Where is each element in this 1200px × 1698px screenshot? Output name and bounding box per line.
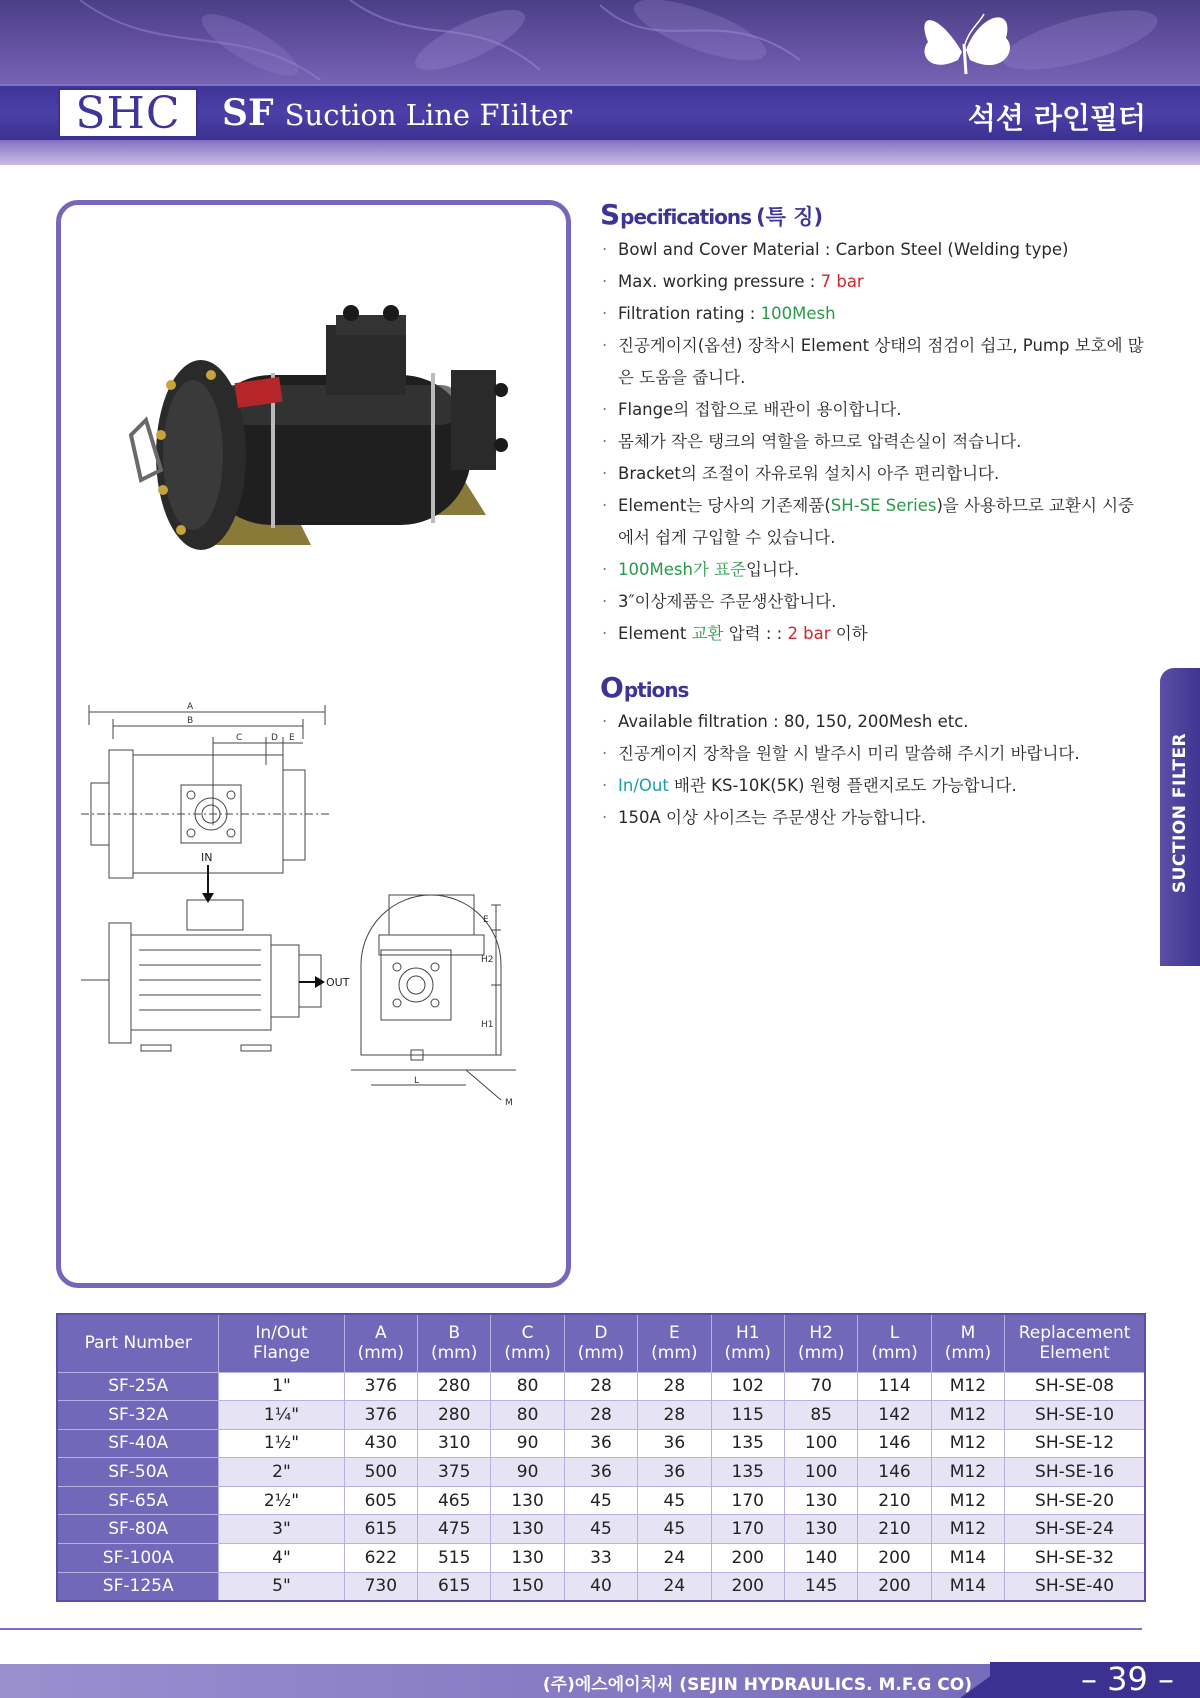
spec-item-text: 7 bar [820,272,864,291]
table-cell: 28 [564,1372,637,1401]
column-header-text: (mm) [577,1343,625,1364]
column-header-text: (mm) [357,1343,404,1364]
butterfly-icon [910,4,1020,94]
table-row [57,1429,1145,1458]
table-cell: 80 [491,1401,564,1430]
side-tab-text-wrap [1164,708,1196,918]
table-cell: M14 [931,1572,1004,1601]
table-cell: 130 [784,1515,857,1544]
table-row [57,1544,1145,1573]
table-cell: 5" [219,1572,344,1601]
spec-item-text: 교환 [691,624,724,643]
table-cell: 376 [344,1372,417,1401]
side-tab-label: SUCTION FILTER [1170,732,1190,894]
table-cell: SH-SE-40 [1005,1572,1145,1601]
table-cell: SH-SE-32 [1005,1544,1145,1573]
table-cell: 100 [784,1458,857,1487]
spec-item [602,266,1162,298]
table-cell: 33 [564,1544,637,1573]
table-cell: 376 [344,1401,417,1430]
inlet-label: IN [201,851,213,864]
table-cell: 100 [784,1429,857,1458]
table-cell: 1¼" [219,1401,344,1430]
table-cell: 200 [858,1572,931,1601]
table-cell: 115 [711,1401,784,1430]
spec-item [602,586,1162,618]
options-title [600,671,688,704]
table-cell: 28 [638,1372,711,1401]
table-cell: 36 [564,1429,637,1458]
spec-item-text: 2 bar [787,624,831,643]
column-header-text: Replacement [1018,1323,1131,1344]
product-name: Suction Line FIilter [284,98,573,132]
table-cell: 310 [417,1429,490,1458]
column-header-text: Flange [253,1343,310,1364]
table-cell: M12 [931,1372,1004,1401]
spec-item-text: Bowl and Cover Material : Carbon Steel (Welding type) [618,240,1069,259]
column-header [57,1314,219,1372]
dim-label-e-end: E [483,915,489,925]
column-header-text: (mm) [944,1343,992,1364]
column-header-text: In/Out [255,1323,308,1344]
table-cell: 515 [417,1544,490,1573]
page-title-korean: 석션 라인필터 [967,101,1146,135]
table-cell: 36 [638,1429,711,1458]
column-header-text: C [521,1323,534,1344]
specifications-title [600,198,823,231]
column-header-text: Part Number [84,1333,192,1354]
column-header [219,1314,344,1372]
spec-title-korean: (특 징) [756,205,824,229]
column-header-text: (mm) [430,1343,478,1364]
table-cell: 465 [417,1486,490,1515]
table-cell: 2½" [219,1486,344,1515]
dim-label-a: A [187,702,194,712]
option-item-text: 배관 KS-10K(5K) 원형 플랜지로도 가능합니다. [668,776,1017,795]
part-number-cell: SF-65A [57,1486,219,1515]
table-cell: 36 [564,1458,637,1487]
filter-photo [131,305,508,550]
table-cell: 135 [711,1429,784,1458]
dim-label-e: E [289,733,295,743]
table-cell: M12 [931,1486,1004,1515]
table-cell: 146 [858,1429,931,1458]
table-cell: 130 [491,1515,564,1544]
table-cell: 605 [344,1486,417,1515]
table-cell: 170 [711,1515,784,1544]
page-header [0,0,1200,165]
column-header [1005,1314,1145,1372]
spec-title-rest: pecifications [620,205,751,229]
flow-arrows [201,851,350,989]
column-header-text: (mm) [651,1343,698,1364]
table-row [57,1572,1145,1601]
product-panel [56,200,571,1288]
table-cell: M12 [931,1458,1004,1487]
part-number-cell: SF-100A [57,1544,219,1573]
table-cell: 150 [491,1572,564,1601]
spec-item-text: )을 사용하므로 교환시 시중 [936,496,1135,515]
spec-item-text: 3″이상제품은 주문생산합니다. [618,592,837,611]
spec-item-text: 몸체가 작은 탱크의 역할을 하므로 압력손실이 적습니다. [618,432,1022,451]
column-header-text: A [374,1323,387,1344]
spec-item [602,554,1162,586]
table-cell: 45 [638,1515,711,1544]
table-cell: 130 [491,1544,564,1573]
spec-item-text: Element는 당사의 기존제품( [618,496,831,515]
spec-item-text: 은 도움을 줍니다. [618,368,746,387]
specifications-list [602,234,1162,650]
part-number-cell: SF-80A [57,1515,219,1544]
table-cell: 210 [858,1515,931,1544]
table-cell: SH-SE-24 [1005,1515,1145,1544]
spec-item [602,362,1162,394]
column-header-text: D [594,1323,608,1344]
table-body [57,1372,1145,1601]
column-header [784,1314,857,1372]
column-header [931,1314,1004,1372]
dim-label-m: M [505,1098,513,1108]
series-code: SF [222,92,274,134]
dim-label-h1: H1 [481,1020,494,1030]
dimension-labels-top [187,702,295,743]
options-title-initial: O [600,671,624,704]
table-cell: SH-SE-08 [1005,1372,1145,1401]
table-cell: 280 [417,1372,490,1401]
spec-item-text: 100Mesh [760,304,836,323]
table-cell: 90 [491,1458,564,1487]
table-header-row [57,1314,1145,1372]
table-cell: 1" [219,1372,344,1401]
spec-item [602,426,1162,458]
column-header-text: H2 [809,1323,833,1344]
page-title [222,92,572,134]
part-number-cell: SF-32A [57,1401,219,1430]
company-name: (주)에스에이치씨 (SEJIN HYDRAULICS. M.F.G CO) [542,1675,972,1695]
table-cell: 622 [344,1544,417,1573]
table-cell: SH-SE-16 [1005,1458,1145,1487]
table-cell: 80 [491,1372,564,1401]
outlet-label: OUT [326,976,350,989]
option-item-text: 150A 이상 사이즈는 주문생산 가능합니다. [618,808,927,827]
column-header-text: (mm) [871,1343,918,1364]
column-header-text: (mm) [504,1343,551,1364]
page-footer [0,1660,1200,1698]
table-cell: 430 [344,1429,417,1458]
part-number-cell: SF-125A [57,1572,219,1601]
table-cell: 475 [417,1515,490,1544]
spec-item-text: 진공게이지(옵션) 장착시 Element 상태의 점검이 쉽고, Pump 보호에 많 [618,336,1144,355]
table-row [57,1515,1145,1544]
spec-item [602,458,1162,490]
table-cell: 615 [344,1515,417,1544]
table-cell: 2" [219,1458,344,1487]
options-title-rest: ptions [623,678,689,702]
option-item [602,770,1162,802]
spec-item-text: Filtration rating : [618,304,761,323]
column-header [858,1314,931,1372]
table-cell: M12 [931,1401,1004,1430]
table-cell: 130 [784,1486,857,1515]
table-cell: 135 [711,1458,784,1487]
spec-item-text: SH-SE Series [830,496,937,515]
dim-label-l: L [414,1076,420,1086]
table-cell: 375 [417,1458,490,1487]
column-header [417,1314,490,1372]
table-cell: 142 [858,1401,931,1430]
table-cell: 145 [784,1572,857,1601]
table-cell: 280 [417,1401,490,1430]
table-cell: 45 [564,1515,637,1544]
table-cell: 140 [784,1544,857,1573]
table-cell: 200 [711,1544,784,1573]
column-header-text: H1 [735,1323,760,1344]
table-cell: 200 [711,1572,784,1601]
column-header-text: Element [1039,1343,1110,1364]
product-illustration [61,205,566,1283]
spec-item-text: 입니다. [746,560,800,579]
table-cell: 28 [638,1401,711,1430]
option-item-text: Available filtration : 80, 150, 200Mesh etc. [618,712,969,731]
table-cell: M12 [931,1429,1004,1458]
table-cell: M12 [931,1515,1004,1544]
column-header [491,1314,564,1372]
dim-label-d: D [271,733,278,743]
table-cell: SH-SE-10 [1005,1401,1145,1430]
table-cell: 615 [417,1572,490,1601]
dim-label-c: C [236,733,243,743]
table-cell: 114 [858,1372,931,1401]
table-row [57,1372,1145,1401]
option-item [602,706,1162,738]
spec-item-text: Flange의 접합으로 배관이 용이합니다. [618,400,902,419]
side-tab [1160,668,1200,966]
spec-item [602,234,1162,266]
spec-item-text: Max. working pressure : [618,272,821,291]
part-number-cell: SF-25A [57,1372,219,1401]
table-cell: 4" [219,1544,344,1573]
table-cell: 45 [564,1486,637,1515]
table-cell: 24 [638,1572,711,1601]
spec-item [602,618,1162,650]
table-row [57,1401,1145,1430]
dim-label-h2: H2 [481,955,494,965]
option-item [602,802,1162,834]
table-row [57,1458,1145,1487]
dimension-table [56,1313,1146,1602]
page-number: – 39 – [1080,1660,1174,1698]
table-cell: 3" [219,1515,344,1544]
spec-item [602,330,1162,362]
spec-item-text: Bracket의 조절이 자유로워 설치시 아주 편리합니다. [618,464,1000,483]
spec-item-text: 100Mesh가 표준 [618,560,746,579]
table-cell: 146 [858,1458,931,1487]
spec-item [602,394,1162,426]
spec-title-initial: S [600,198,621,231]
column-header-text: M [960,1323,976,1344]
table-cell: 730 [344,1572,417,1601]
table-cell: 45 [638,1486,711,1515]
table-cell: 210 [858,1486,931,1515]
spec-item [602,522,1162,554]
table-cell: 40 [564,1572,637,1601]
spec-item-text: Element [618,624,692,643]
table-cell: 70 [784,1372,857,1401]
table-cell: 500 [344,1458,417,1487]
spec-item [602,298,1162,330]
option-item [602,738,1162,770]
dim-label-b: B [187,716,194,726]
column-header-text: (mm) [724,1343,771,1364]
table-cell: 85 [784,1401,857,1430]
brand-logo: SHC [58,88,198,138]
column-header-text: E [668,1323,680,1344]
table-cell: 102 [711,1372,784,1401]
table-cell: 1½" [219,1429,344,1458]
table-cell: 200 [858,1544,931,1573]
table-cell: 90 [491,1429,564,1458]
dimension-drawing-end [351,895,516,1100]
part-number-cell: SF-50A [57,1458,219,1487]
option-item-text: In/Out [618,776,669,795]
table-cell: SH-SE-20 [1005,1486,1145,1515]
spec-item-text: 이하 [830,624,868,643]
column-header [638,1314,711,1372]
table-cell: 28 [564,1401,637,1430]
table-cell: 170 [711,1486,784,1515]
spec-item-text: 압력 : : [723,624,788,643]
table-cell: 24 [638,1544,711,1573]
spec-item-text: 에서 쉽게 구입할 수 있습니다. [618,528,836,547]
option-item-text: 진공게이지 장착을 원할 시 발주시 미리 말씀해 주시기 바랍니다. [618,744,1080,763]
header-band-lower [0,142,1200,165]
column-header-text: B [448,1323,461,1344]
table-cell: SH-SE-12 [1005,1429,1145,1458]
table-cell: 130 [491,1486,564,1515]
column-header-text: L [889,1323,900,1344]
table-cell: M14 [931,1544,1004,1573]
column-header-text: (mm) [797,1343,845,1364]
column-header [564,1314,637,1372]
options-list [602,706,1162,834]
footer-divider [0,1628,1142,1630]
table-row [57,1486,1145,1515]
dimension-drawing-side [81,900,321,1051]
spec-item [602,490,1162,522]
column-header [344,1314,417,1372]
column-header [711,1314,784,1372]
part-number-cell: SF-40A [57,1429,219,1458]
table-cell: 36 [638,1458,711,1487]
